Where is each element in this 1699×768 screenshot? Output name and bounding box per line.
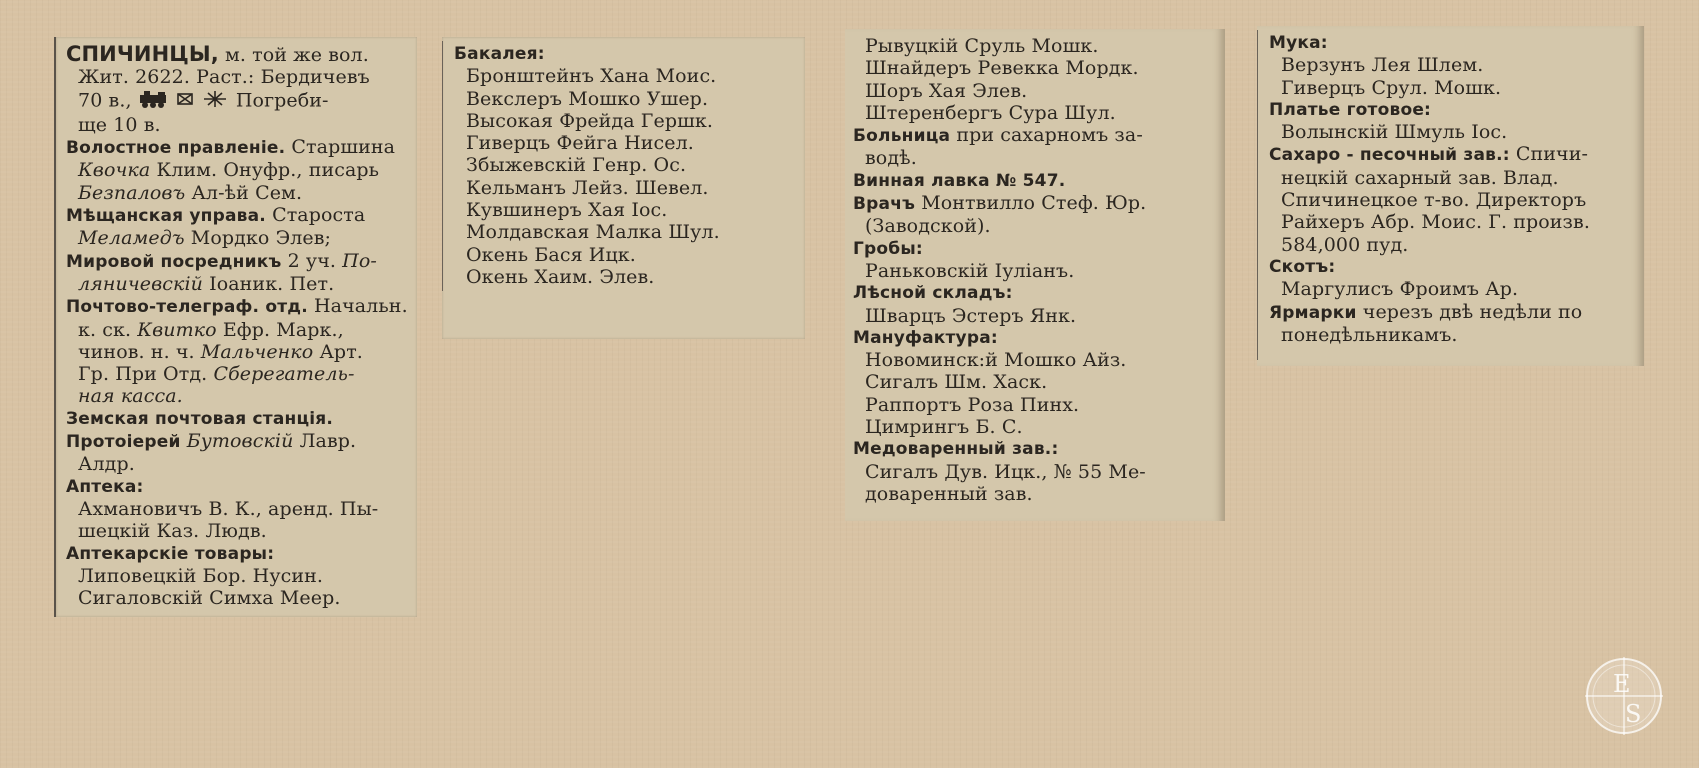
distance-value: 70 в., bbox=[78, 89, 132, 112]
population-line: Жит. 2622. Раст.: Бердичевъ bbox=[78, 66, 370, 89]
hospital-line: Больница при сахарномъ за- bbox=[853, 124, 1143, 147]
pharmacy-goods-heading: Аптекарскіе товары: bbox=[66, 543, 275, 564]
logo-letter-s: S bbox=[1625, 700, 1642, 728]
lumber-yard-heading: Лѣсной складъ: bbox=[853, 283, 1013, 304]
mead-brewery-heading: Медоваренный зав.: bbox=[853, 439, 1059, 460]
archpriest-line: Протоіерей Бутовскій Лавр. bbox=[66, 430, 357, 453]
flour-heading: Мука: bbox=[1269, 33, 1328, 53]
es-compass-logo-icon bbox=[1583, 655, 1665, 737]
column-4-clipping: Мука: Верзунъ Лея Шлем. Гиверцъ Срул. Мошк. Платье готовое: Волынскій Шмуль Іос. Сахаро - песочный зав.: Спичи- нецкій сахарный зав. Влад. Спичинецкое т-во. Директоръ Райхеръ Абр. Моис. Г. произв. 584,000 пуд. Скотъ: Маргулисъ Фроимъ Ар. Ярмарки черезъ двѣ недѣли по понедѣльникамъ. bbox=[1257, 26, 1644, 366]
post-office-line: Почтово-телеграф. отд. Начальн. bbox=[66, 295, 408, 318]
clothing-heading: Платье готовое: bbox=[1269, 99, 1432, 120]
doctor-line: Врачъ Монтвилло Стеф. Юр. bbox=[853, 192, 1147, 215]
zemstvo-post-line: Земская почтовая станція. bbox=[66, 408, 334, 429]
column-1-clipping: СПИЧИНЦЫ, м. той же вол. Жит. 2622. Раст.: Бердичевъ 70 в., Погреби- ще 10 в. Волостное правленіе. Старшина Квочка Клим. Онуфр., писарь Безпаловъ Ал-ѣй Сем. Мѣщанская управа. Староста Меламедъ Мордко Элев; Мировой посредникъ 2 уч. По- ляничевскій Іоаник. Пет. Почтово-телеграф. отд. Начальн. к. ск. Квитко Ефр. Марк., чинов. н. ч. Мальченко Арт. Гр. При Отд. Сберегатель- ная касса. Земская почтовая станція. Протоіерей Бутовскій Лавр. Алдр. Аптека: Ахмановичъ В. К., аренд. Пы- шецкій Каз. Людв. Аптекарскіе товары: Липовецкій Бор. Нусин. Сигаловскій Симха Меер. bbox=[54, 37, 417, 617]
column-rule bbox=[1257, 30, 1258, 360]
list-item: Кельманъ Лейз. Шевел. bbox=[466, 176, 709, 199]
entry-title-line bbox=[66, 43, 409, 66]
list-item: Кувшинеръ Хая Іос. bbox=[466, 199, 668, 222]
town-board-line: Мѣщанская управа. Староста bbox=[66, 204, 366, 227]
textiles-heading: Мануфактура: bbox=[853, 327, 998, 348]
telegraph-icon bbox=[204, 91, 226, 107]
sugar-factory-line: Сахаро - песочный зав.: Спичи- bbox=[1269, 143, 1589, 166]
rail-post-telegraph-icons bbox=[138, 89, 230, 114]
town-volost: м. той же вол. bbox=[224, 44, 369, 66]
list-item: Молдавская Малка Шул. bbox=[466, 221, 720, 244]
envelope-icon bbox=[178, 94, 192, 104]
distance-line: 70 в., Погреби- bbox=[66, 89, 409, 114]
town-name: СПИЧИНЦЫ, bbox=[66, 42, 219, 66]
fairs-line: Ярмарки черезъ двѣ недѣли по bbox=[1269, 300, 1583, 323]
livestock-heading: Скотъ: bbox=[1269, 256, 1336, 277]
column-2-clipping bbox=[442, 37, 805, 339]
coffins-heading: Гробы: bbox=[853, 238, 923, 259]
grocery-heading: Бакалея: bbox=[454, 44, 545, 64]
list-item: Высокая Фрейда Гершк. bbox=[466, 109, 713, 132]
pharmacy-heading: Аптека: bbox=[66, 476, 144, 497]
column-rule bbox=[442, 41, 443, 291]
list-item: Окень Бася Ицк. bbox=[466, 243, 636, 266]
column-3-clipping: Рывуцкій Сруль Мошк. Шнайдеръ Ревекка Мордк. Шоръ Хая Элев. Штеренбергъ Сура Шул. Больница при сахарномъ за- водѣ. Винная лавка № 547. Врачъ Монтвилло Стеф. Юр. (Заводской). Гробы: Раньковскій Іуліанъ. Лѣсной складъ: Шварцъ Эстеръ Янк. Мануфактура: Новоминск:й Мошко Айз. Сигалъ Шм. Хаск. Раппортъ Роза Пинх. Цимрингъ Б. С. Медоваренный зав.: Сигалъ Дув. Ицк., № 55 Ме- доваренный зав. bbox=[845, 29, 1225, 521]
list-item: Бронштейнъ Хана Моис. bbox=[466, 65, 717, 88]
list-item: Векслеръ Мошко Ушер. bbox=[466, 87, 709, 110]
volost-board-line: Волостное правленіе. Старшина bbox=[66, 136, 396, 159]
mediator-line: Мировой посредникъ 2 уч. По- bbox=[66, 249, 377, 272]
list-item: Гиверцъ Фейга Нисел. bbox=[466, 132, 694, 155]
wine-shop-line: Винная лавка № 547. bbox=[853, 170, 1066, 191]
list-item: Окень Хаим. Элев. bbox=[466, 265, 655, 288]
railway-icon bbox=[140, 91, 166, 108]
logo-letter-e: E bbox=[1613, 670, 1631, 698]
list-item: Збыжевскій Генр. Ос. bbox=[466, 154, 687, 177]
